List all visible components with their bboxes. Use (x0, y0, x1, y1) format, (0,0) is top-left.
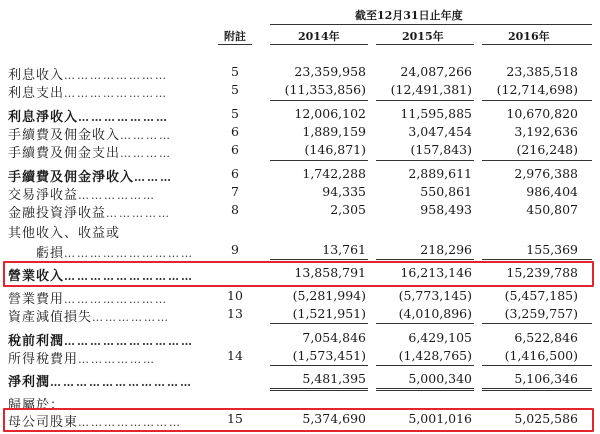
row-label: 手續費及佣金支出………… (8, 146, 173, 161)
value-2014: 23,359,958 (294, 64, 366, 79)
subtotal-rule-2016 (482, 323, 592, 324)
value-2014: 5,481,395 (302, 371, 366, 386)
row-label: 所得稅費用……………… (8, 352, 157, 367)
row-note: 10 (227, 288, 243, 303)
row-label: 營業費用…………………… (8, 292, 169, 307)
row-note: 6 (231, 142, 239, 157)
value-2014: (1,573,451) (292, 348, 366, 363)
subtotal-rule-2015 (376, 100, 474, 101)
value-2016: 986,404 (526, 184, 578, 199)
total-rule-2016 (482, 388, 592, 389)
value-2016: 155,369 (526, 242, 578, 257)
value-2015: 2,889,611 (408, 166, 472, 181)
row-note: 8 (231, 202, 239, 217)
subtotal-rule-2015 (376, 323, 474, 324)
row-label: 母公司股東…………………… (8, 415, 183, 430)
value-2015: 24,087,266 (400, 64, 472, 79)
value-2016: 5,025,586 (514, 411, 578, 426)
value-2016: 10,670,820 (506, 106, 578, 121)
row-note: 14 (227, 348, 243, 363)
period-caption: 截至12月31日止年度 (355, 9, 463, 22)
row-label: 手續費及佣金淨收入……… (8, 170, 174, 185)
value-2015: 3,047,454 (408, 124, 472, 139)
subtotal-rule-2016 (482, 365, 592, 366)
value-2016: (5,457,185) (504, 288, 578, 303)
attributable-to-label: 歸屬於： (8, 398, 65, 413)
value-2014: 94,335 (322, 184, 366, 199)
subtotal-rule-2015 (376, 160, 474, 161)
subtotal-rule-2015 (376, 259, 474, 260)
value-2014: 13,858,791 (294, 265, 366, 280)
value-2016: (1,416,500) (504, 348, 578, 363)
row-label: 利息淨收入………………… (8, 110, 170, 125)
value-2015: 5,001,016 (408, 411, 472, 426)
subtotal-rule-2014 (270, 100, 368, 101)
value-2014: (5,281,994) (292, 288, 366, 303)
row-label: 金融投資淨收益…………… (8, 206, 172, 221)
row-label: 其他收入、收益或 (8, 226, 121, 241)
row-note: 6 (231, 166, 239, 181)
row-note: 13 (227, 306, 243, 321)
total-rule-2015-double (376, 390, 474, 391)
value-2015: 550,861 (420, 184, 472, 199)
header-rule-2016 (482, 44, 592, 45)
value-2015: (4,010,896) (398, 306, 472, 321)
value-2014: 5,374,690 (302, 411, 366, 426)
value-2016: 15,239,788 (506, 265, 578, 280)
note-column-header: 附註 (224, 30, 246, 43)
row-label: 利息收入…………………… (8, 68, 169, 83)
header-rule-note (218, 44, 252, 45)
value-2014: (1,521,951) (292, 306, 366, 321)
value-2016: 23,385,518 (506, 64, 578, 79)
value-2014: (11,353,856) (284, 82, 366, 97)
row-note: 6 (231, 124, 239, 139)
subtotal-rule-2016 (482, 100, 592, 101)
value-2014: (146,871) (304, 142, 366, 157)
value-2014: 13,761 (322, 242, 366, 257)
row-note: 5 (231, 82, 239, 97)
value-2015: 11,595,885 (400, 106, 472, 121)
row-label: 稅前利潤………………………… (8, 334, 195, 349)
row-label: 利息支出…………………… (8, 86, 169, 101)
total-rule-2014 (270, 388, 368, 389)
row-note: 5 (231, 106, 239, 121)
value-2015: (5,773,145) (398, 288, 472, 303)
row-label: 淨利潤…………………………… (8, 375, 194, 390)
row-label: 營業收入………………………… (8, 269, 195, 284)
value-2014: 2,305 (330, 202, 366, 217)
value-2016: 6,522,846 (514, 330, 578, 345)
value-2015: 218,296 (420, 242, 472, 257)
value-2016: (12,714,698) (496, 82, 578, 97)
subtotal-rule-2014 (270, 365, 368, 366)
subtotal-rule-2014 (270, 323, 368, 324)
subtotal-rule-2015 (376, 365, 474, 366)
total-rule-2015 (376, 388, 474, 389)
row-note: 5 (231, 64, 239, 79)
value-2015: 16,213,146 (400, 265, 472, 280)
total-rule-2016-double (482, 390, 592, 391)
value-2016: (216,248) (516, 142, 578, 157)
subtotal-rule-2014 (270, 259, 368, 260)
period-caption-rule (270, 24, 592, 25)
value-2016: 3,192,636 (514, 124, 578, 139)
row-note: 15 (227, 411, 243, 426)
header-rule-2014 (270, 44, 368, 45)
row-label: 交易淨收益……………… (8, 188, 157, 203)
value-2015: 5,000,340 (408, 371, 472, 386)
value-2016: (3,259,757) (504, 306, 578, 321)
header-rule-2015 (376, 44, 474, 45)
value-2016: 450,807 (526, 202, 578, 217)
value-2014: 1,742,288 (302, 166, 366, 181)
value-2016: 5,106,346 (514, 371, 578, 386)
row-note: 9 (231, 242, 239, 257)
year-header-2015: 2015年 (402, 30, 444, 43)
row-note: 7 (231, 184, 239, 199)
value-2015: 6,429,105 (408, 330, 472, 345)
value-2015: (12,491,381) (390, 82, 472, 97)
value-2016: 2,976,388 (514, 166, 578, 181)
row-label: 虧損………………………… (36, 246, 195, 261)
value-2015: (157,843) (410, 142, 472, 157)
value-2014: 12,006,102 (294, 106, 366, 121)
value-2014: 7,054,846 (302, 330, 366, 345)
row-label: 資產減值損失……………… (8, 310, 171, 325)
value-2015: 958,493 (420, 202, 472, 217)
row-label: 手續費及佣金收入………… (8, 128, 173, 143)
year-header-2014: 2014年 (298, 30, 340, 43)
total-rule-2014-double (270, 390, 368, 391)
value-2014: 1,889,159 (302, 124, 366, 139)
subtotal-rule-2016 (482, 259, 592, 260)
year-header-2016: 2016年 (508, 30, 550, 43)
subtotal-rule-2014 (270, 160, 368, 161)
value-2015: (1,428,765) (398, 348, 472, 363)
subtotal-rule-2016 (482, 160, 592, 161)
